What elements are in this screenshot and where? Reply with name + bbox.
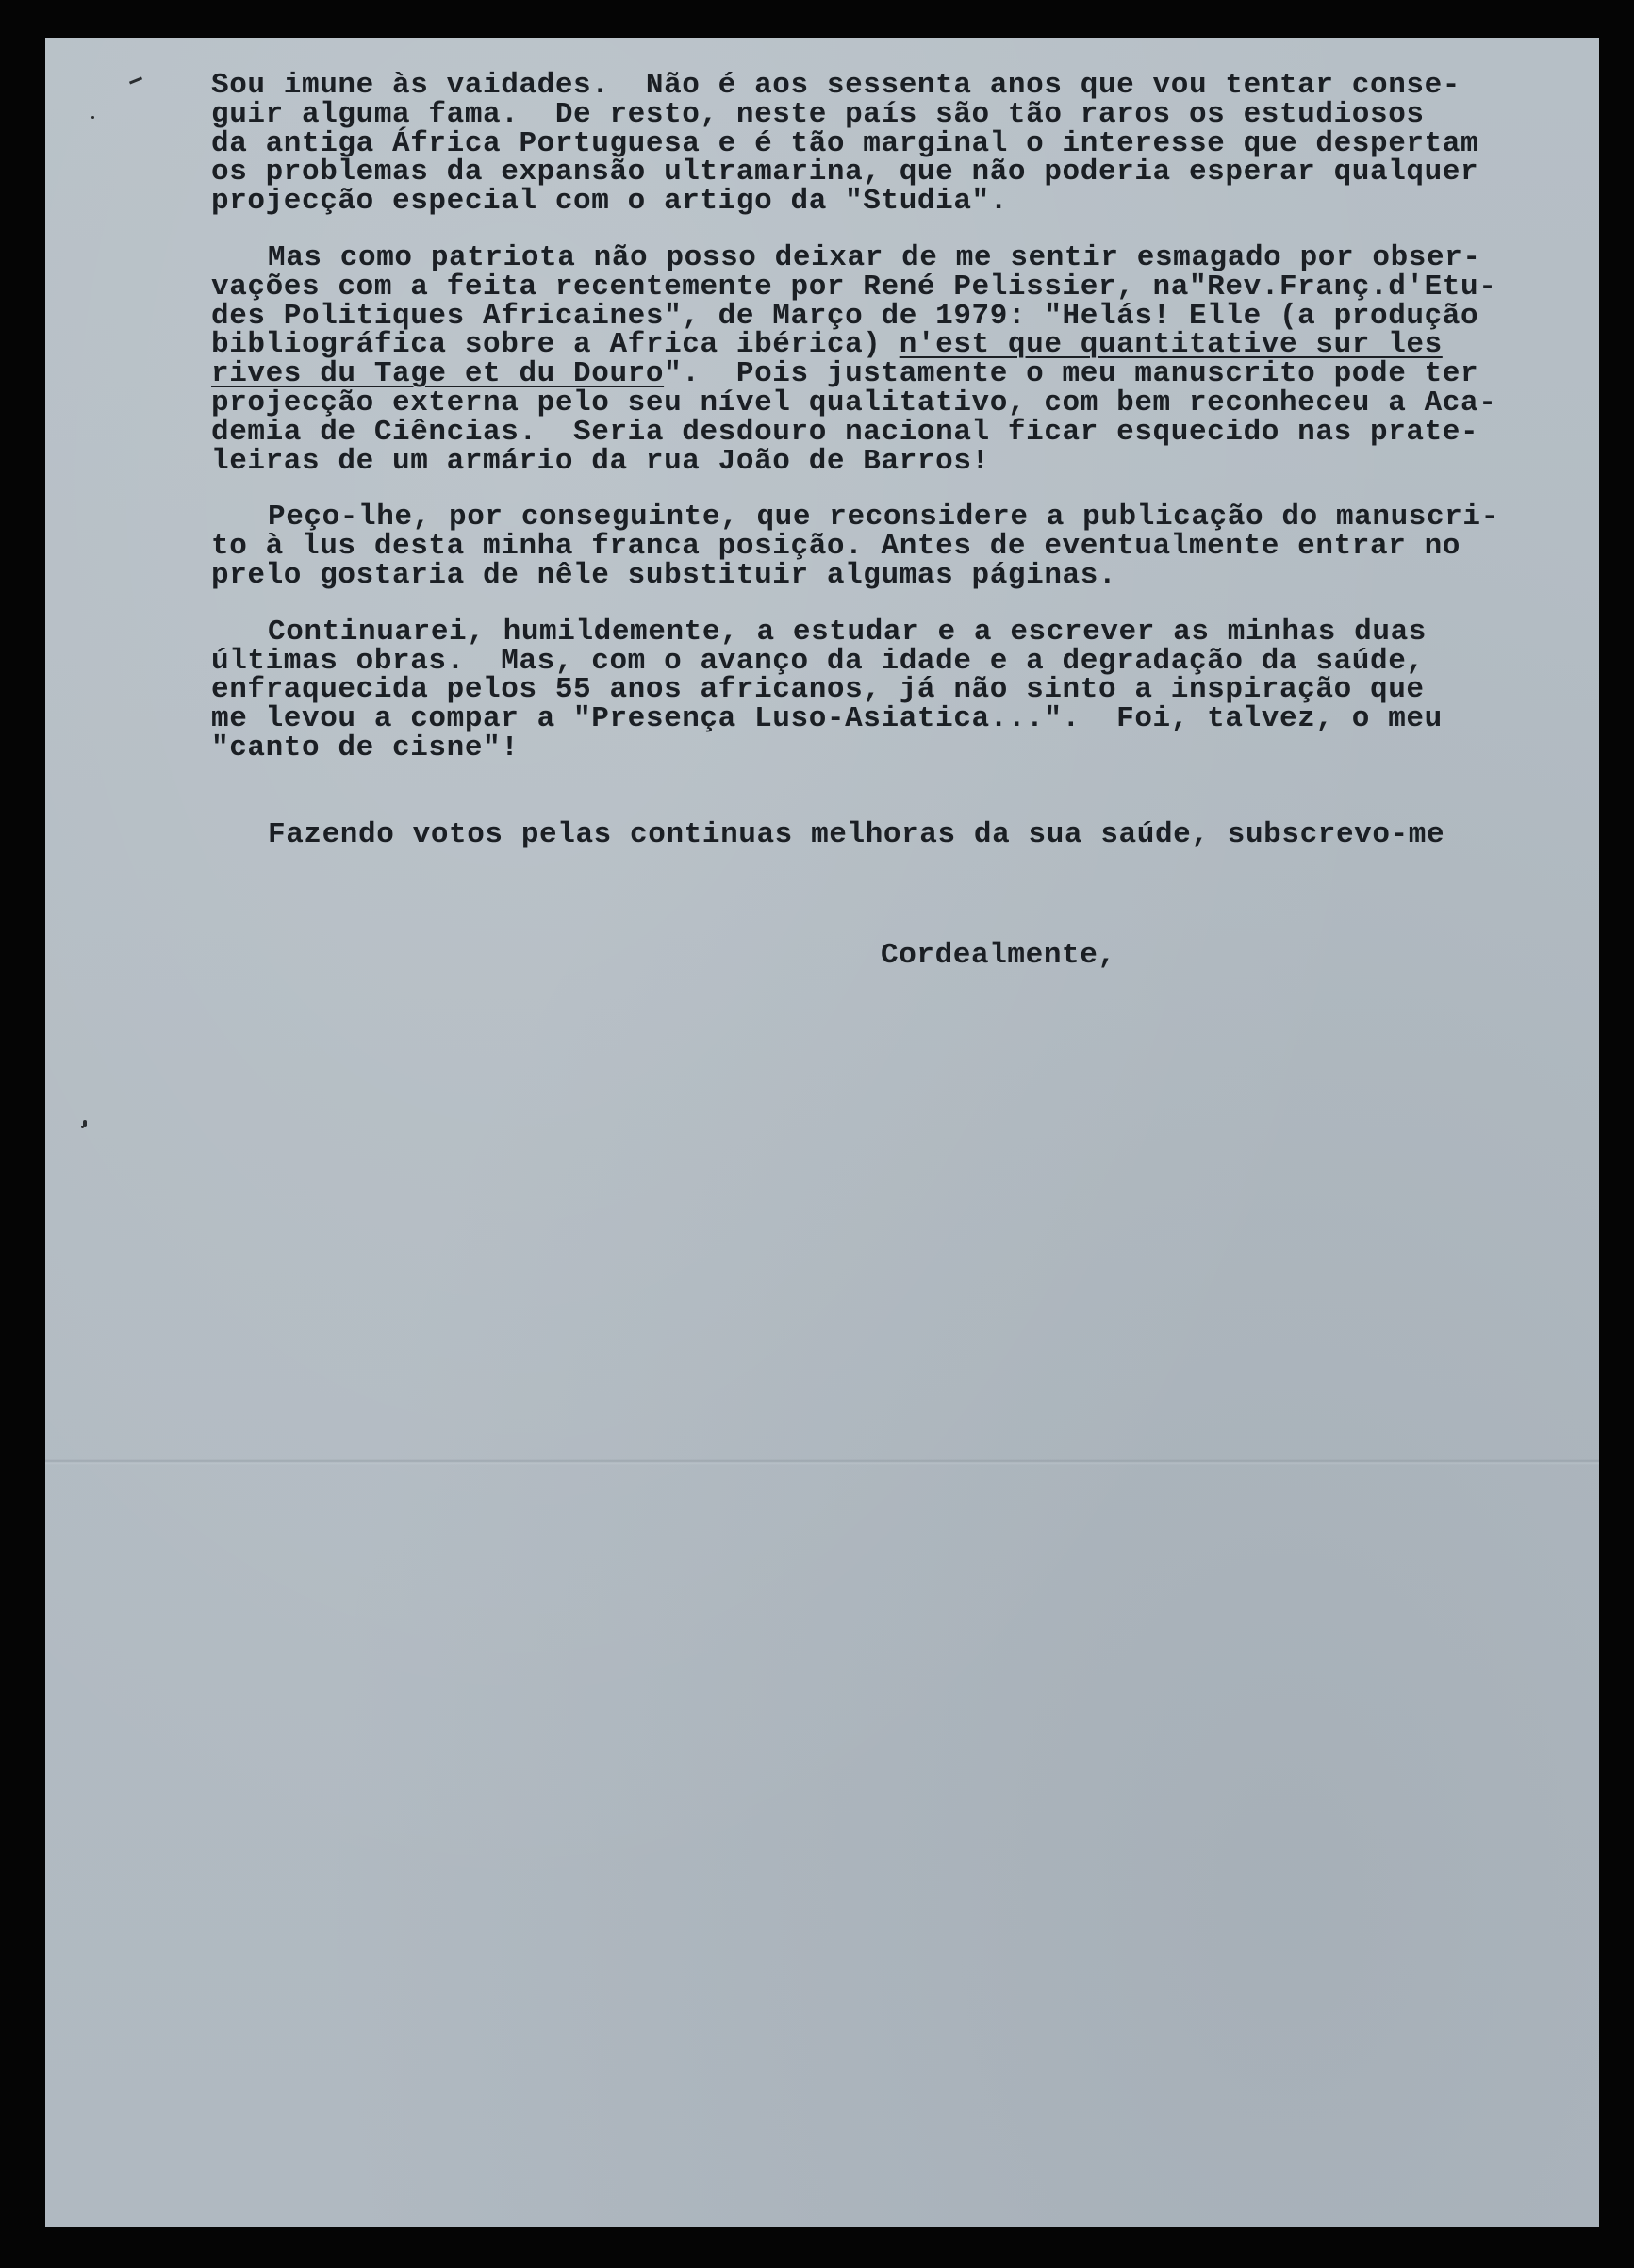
text-segment: bibliográfica sobre a Africa ibérica): [211, 328, 900, 362]
text-line: Mas como patriota não posso deixar de me sentir esmagado por obser-: [268, 240, 1481, 274]
text-line: to à lus desta minha franca posição. Antes de eventualmente entrar no: [211, 530, 1461, 564]
text-line: projecção especial com o artigo da "Studia".: [211, 185, 1008, 219]
text-line: vações com a feita recentemente por René Pelissier, na"Rev.Franç.d'Etu-: [211, 270, 1497, 304]
text-line: leiras de um armário da rua João de Barros!: [211, 444, 990, 478]
text-line: des Politiques Africaines", de Março de 1979: "Helás! Elle (a produção: [211, 299, 1479, 333]
text-line: guir alguma fama. De resto, neste país são tão raros os estudiosos: [211, 97, 1425, 131]
text-line: Continuarei, humildemente, a estudar e a escrever as minhas duas: [268, 615, 1427, 649]
paragraph-1: [211, 69, 1588, 219]
text-line-with-underline: [211, 328, 1588, 362]
paragraph-gap: [211, 591, 1588, 618]
text-line: "canto de cisne"!: [211, 731, 520, 764]
paragraph-gap: [211, 764, 1588, 821]
paragraph-gap: [211, 476, 1588, 503]
text-line: projecção externa pelo seu nível qualitativo, com bem reconheceu a Aca-: [211, 386, 1497, 419]
text-line: da antiga África Portuguesa e é tão marginal o interesse que despertam: [211, 126, 1479, 160]
text-line: Sou imune às vaidades. Não é aos sessenta anos que vou tentar conse-: [211, 69, 1461, 102]
paragraph-gap: [211, 217, 1588, 244]
closing-salutation: Cordealmente,: [881, 939, 1116, 972]
paragraph-5: [211, 817, 1588, 851]
ink-stray-dot: [91, 116, 94, 119]
underlined-quotation: rives du Tage et du Douro: [211, 357, 665, 391]
text-line: demia de Ciências. Seria desdouro nacional ficar esquecido nas prate-: [211, 415, 1479, 449]
text-line-with-underline: [211, 357, 1588, 391]
text-line: me levou a compar a "Presença Luso-Asiatica...". Foi, talvez, o meu: [211, 702, 1443, 736]
paragraph-4: [211, 615, 1588, 764]
text-line: Peço-lhe, por conseguinte, que reconsidere a publicação do manuscri-: [268, 501, 1499, 534]
text-line: últimas obras. Mas, com o avanço da idade e a degradação da saúde,: [211, 644, 1425, 678]
text-segment: ". Pois justamente o meu manuscrito pode ter: [664, 357, 1479, 391]
text-line: os problemas da expansão ultramarina, que não poderia esperar qualquer: [211, 156, 1479, 189]
paragraph-2: [211, 240, 1588, 478]
text-line: prelo gostaria de nêle substituir algumas páginas.: [211, 558, 1117, 592]
underlined-quotation: n'est que quantitative sur les: [899, 328, 1443, 362]
paragraph-3: [211, 503, 1588, 590]
text-line: Fazendo votos pelas continuas melhoras da sua saúde, subscrevo-me: [268, 817, 1445, 851]
ink-stray-dot: [81, 1126, 84, 1128]
paper-fold-crease: [45, 1459, 1599, 1465]
letter-body: [211, 69, 1588, 851]
text-line: enfraquecida pelos 55 anos africanos, já não sinto a inspiração que: [211, 673, 1425, 707]
